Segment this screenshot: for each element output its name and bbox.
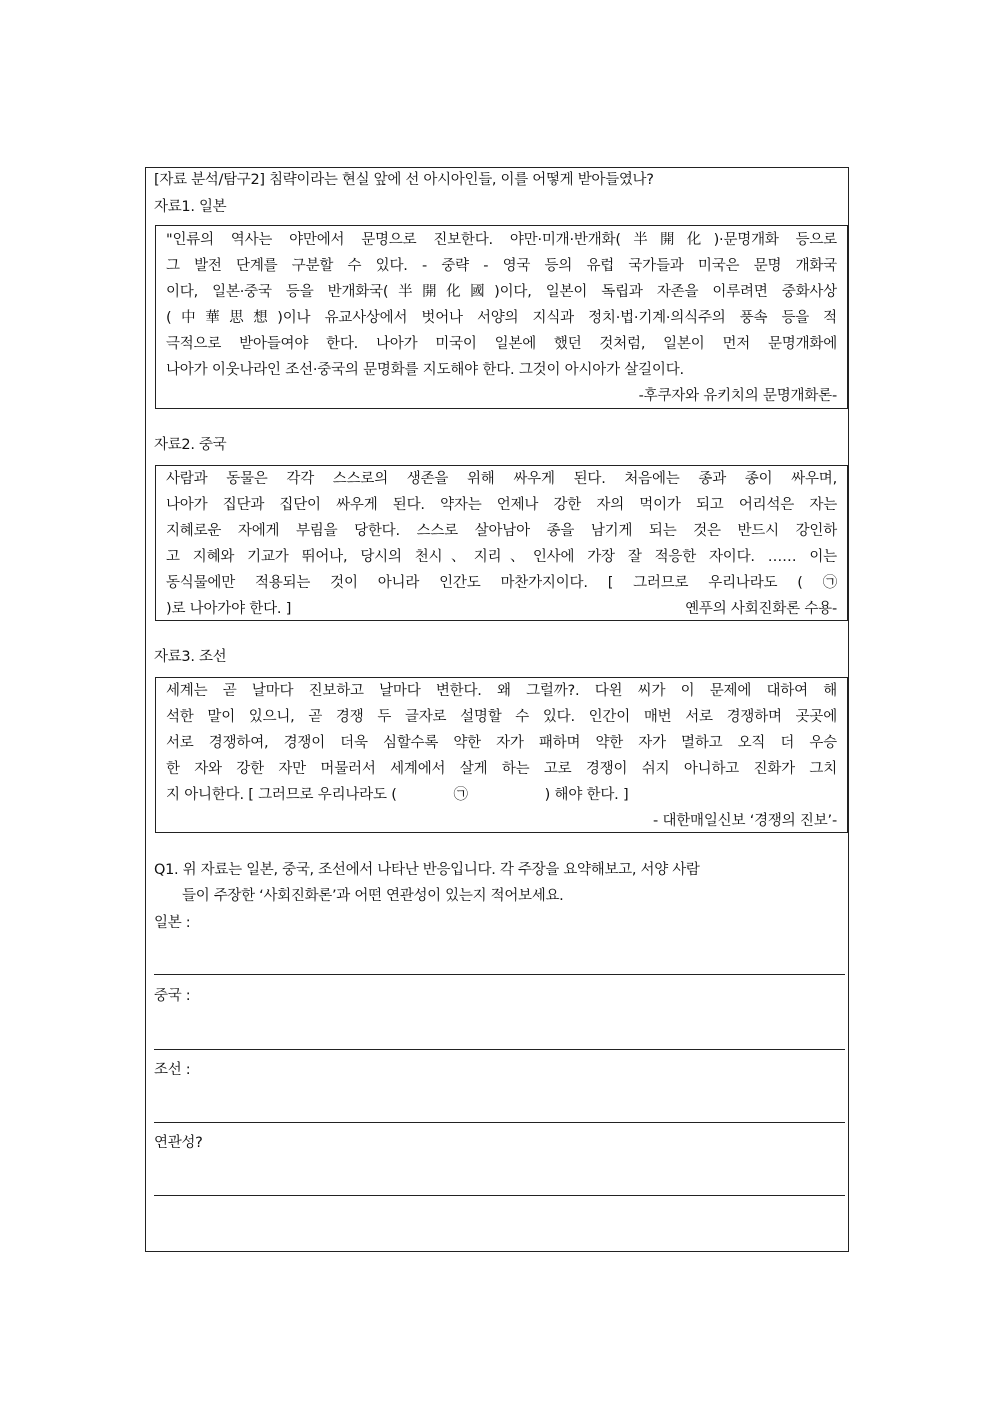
source-2-line: 동식물에만 적용되는 것이 아니라 인간도 마찬가지이다. [ 그러므로 우리나라도 ( ㉠ bbox=[166, 575, 837, 591]
answer-line-joseon[interactable] bbox=[154, 1122, 845, 1123]
source-1-line: 그 발전 단계를 구분할 수 있다. - 중략 - 영국 등의 유럽 국가들과 미국은 문명 개화국 bbox=[166, 258, 837, 274]
question-line-1: Q1. 위 자료는 일본, 중국, 조선에서 나타난 반응입니다. 각 주장을 요약해보고, 서양 사람 bbox=[154, 862, 700, 878]
source-2-line: 사람과 동물은 각각 스스로의 생존을 위해 싸우게 된다. 처음에는 종과 종이 싸우며, bbox=[166, 471, 837, 487]
source-2-citation: 옌푸의 사회진화론 수용- bbox=[685, 601, 837, 617]
source-2-box bbox=[155, 465, 848, 621]
worksheet bbox=[145, 167, 849, 1252]
source-1-line: 극적으로 받아들여야 한다. 나아가 미국이 일본에 했던 것처럼, 일본이 먼저 문명개화에 bbox=[166, 336, 837, 352]
source-2-line: 지혜로운 자에게 부림을 당한다. 스스로 살아남아 종을 남기게 되는 것은 반드시 강인하 bbox=[166, 523, 837, 539]
source-1-box bbox=[155, 225, 848, 409]
source-3-line: 한 자와 강한 자만 머물러서 세계에서 살게 하는 고로 경쟁이 쉬지 아니하고 진화가 그치 bbox=[166, 761, 837, 777]
source-2-line: )로 나아가야 한다. ] bbox=[166, 601, 292, 617]
source-2-line: 고 지혜와 기교가 뛰어나, 당시의 천시、지리、인사에 가장 잘 적응한 자이다. …… 이는 bbox=[166, 549, 837, 565]
source-3-line: 서로 경쟁하여, 경쟁이 더욱 심할수록 약한 자가 패하며 약한 자가 멸하고 오직 더 우승 bbox=[166, 735, 837, 751]
answer-line-japan[interactable] bbox=[154, 974, 845, 975]
source-1-line: (中華思想)이나 유교사상에서 벗어나 서양의 지식과 정치·법·기계·의식주의 풍속 등을 적 bbox=[166, 310, 837, 326]
source-2-last-row bbox=[166, 596, 837, 622]
source-3-text bbox=[166, 678, 837, 834]
source-3-line-before: 지 아니한다. [ 그러므로 우리나라도 ( bbox=[166, 787, 397, 803]
answer-line-relation[interactable] bbox=[154, 1195, 845, 1196]
source-1-line: 이다, 일본·중국 등을 반개화국(半開化國)이다, 일본이 독립과 자존을 이루려면 중화사상 bbox=[166, 284, 837, 300]
source-3-line-after: ) 해야 한다. ] bbox=[544, 787, 629, 803]
source-2-heading: 자료2. 중국 bbox=[154, 437, 227, 453]
source-3-heading: 자료3. 조선 bbox=[154, 649, 227, 665]
answer-label-joseon: 조선 : bbox=[154, 1062, 191, 1078]
answer-label-relation: 연관성? bbox=[154, 1135, 203, 1151]
source-3-blank-line bbox=[166, 782, 837, 808]
source-1-text bbox=[166, 227, 837, 409]
source-2-text bbox=[166, 466, 837, 622]
answer-label-japan: 일본 : bbox=[154, 915, 191, 931]
answer-line-china[interactable] bbox=[154, 1049, 845, 1050]
source-3-box bbox=[155, 677, 848, 833]
worksheet-title: [자료 분석/탐구2] 침략이라는 현실 앞에 선 아시아인들, 이를 어떻게 받아들였나? bbox=[154, 172, 654, 188]
source-1-heading: 자료1. 일본 bbox=[154, 199, 227, 215]
source-1-line: "인류의 역사는 야만에서 문명으로 진보한다. 야만·미개·반개화(半開化)·문명개화 등으로 bbox=[166, 232, 837, 248]
source-3-citation: - 대한매일신보 ‘경쟁의 진보’- bbox=[653, 813, 837, 829]
source-1-line: 나아가 이웃나라인 조선·중국의 문명화를 지도해야 한다. 그것이 아시아가 살길이다. bbox=[166, 362, 684, 378]
blank-marker-icon: ㉠ bbox=[453, 787, 468, 803]
source-3-line: 세계는 곧 날마다 진보하고 날마다 변한다. 왜 그럴까?. 다윈 씨가 이 문제에 대하여 해 bbox=[166, 683, 837, 699]
source-3-line: 석한 말이 있으니, 곧 경쟁 두 글자로 설명할 수 있다. 인간이 매번 서로 경쟁하며 곳곳에 bbox=[166, 709, 837, 725]
source-2-line: 나아가 집단과 집단이 싸우게 된다. 약자는 언제나 강한 자의 먹이가 되고 어리석은 자는 bbox=[166, 497, 837, 513]
question-line-2: 들이 주장한 ‘사회진화론’과 어떤 연관성이 있는지 적어보세요. bbox=[182, 888, 564, 904]
answer-label-china: 중국 : bbox=[154, 988, 191, 1004]
source-1-citation: -후쿠자와 유키치의 문명개화론- bbox=[638, 388, 837, 404]
